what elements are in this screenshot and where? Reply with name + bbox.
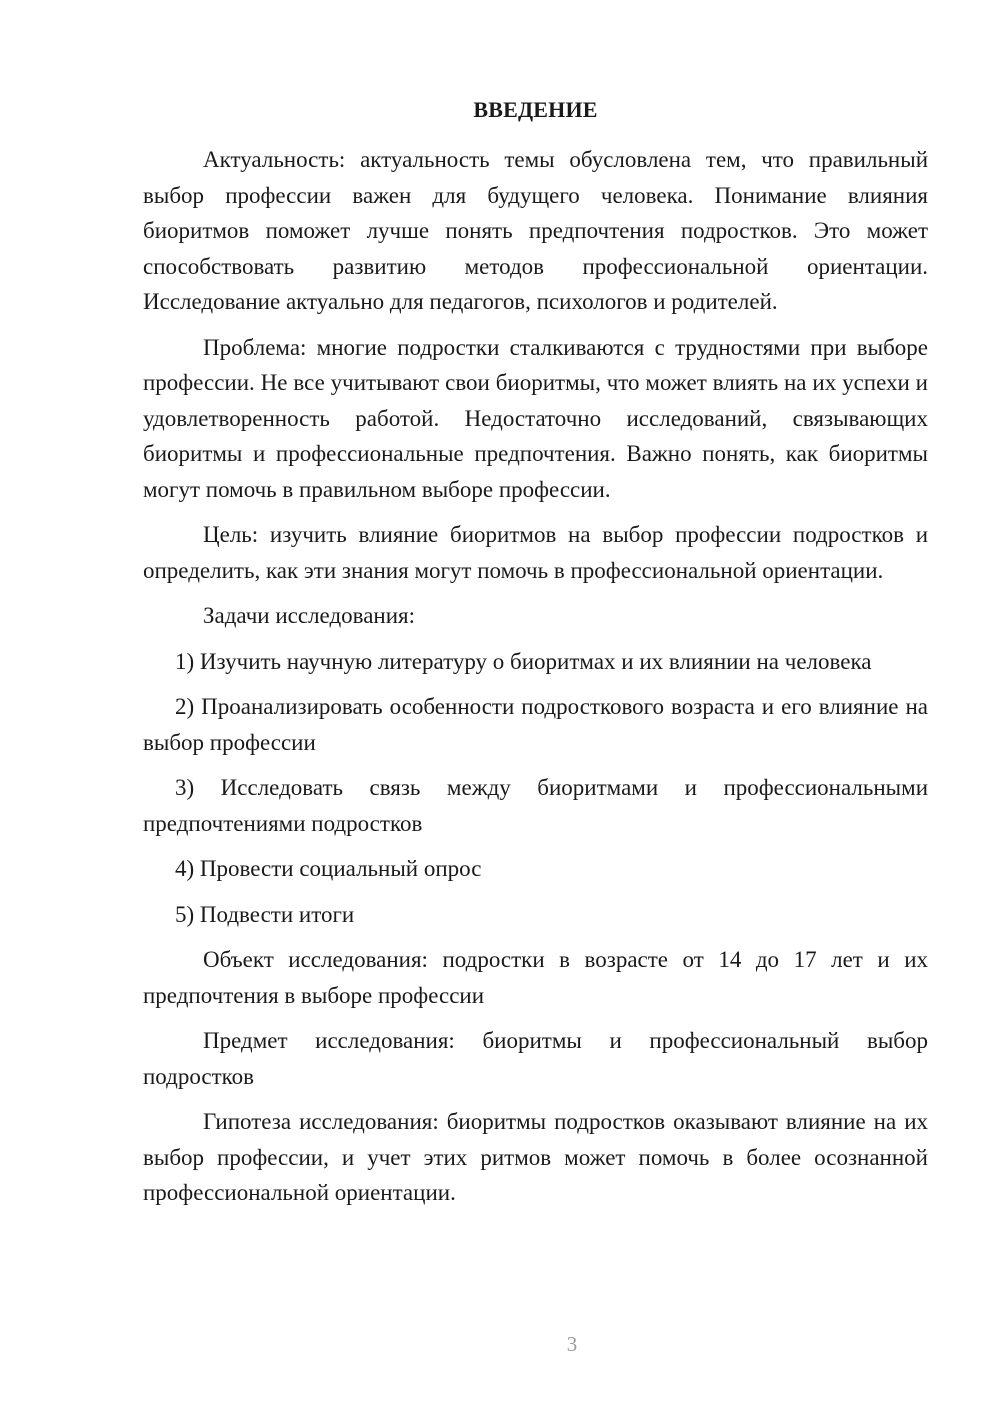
task-list-item: 5) Подвести итоги bbox=[175, 901, 355, 927]
task-list-item: 4) Провести социальный опрос bbox=[175, 856, 482, 881]
goal-paragraph: Цель: изучить влияние биоритмов на выбор профессии подростков и определить, как эти знания могут помочь в профессиональной ориентации. bbox=[143, 522, 928, 583]
document-body bbox=[143, 92, 928, 1221]
task-list-item: 2) Проанализировать особенности подросткового возраста и его влияние на выбор профессии bbox=[143, 694, 928, 755]
subject-paragraph: Предмет исследования: биоритмы и профессиональный выбор подростков bbox=[143, 1028, 928, 1089]
hypothesis-paragraph: Гипотеза исследования: биоритмы подростков оказывают влияние на их выбор профессии, и учет этих ритмов может помочь в более осознанной профессиональной ориентации. bbox=[143, 1109, 928, 1205]
section-heading: ВВЕДЕНИЕ bbox=[473, 97, 598, 122]
object-paragraph: Объект исследования: подростки в возрасте от 14 до 17 лет и их предпочтения в выборе профессии bbox=[143, 947, 928, 1008]
task-list-item: 1) Изучить научную литературу о биоритмах и их влиянии на человека bbox=[175, 648, 872, 674]
relevance-paragraph: Актуальность: актуальность темы обусловлена тем, что правильный выбор профессии важен для будущего человека. Понимание влияния биоритмов поможет лучше понять предпочтения подростков. Это может способствовать развитию методов профессиональной ориентации. Исследование актуально для педагогов, психологов и родителей. bbox=[143, 147, 928, 314]
task-list-item: 3) Исследовать связь между биоритмами и профессиональными предпочтениями подростков bbox=[143, 775, 928, 836]
problem-paragraph: Проблема: многие подростки сталкиваются с трудностями при выборе профессии. Не все учитывают свои биоритмы, что может влиять на их успехи и удовлетворенность работой. Недостаточно исследований, связывающих биоритмы и профессиональные предпочтения. Важно понять, как биоритмы могут помочь в правильном выборе профессии. bbox=[143, 334, 928, 502]
tasks-heading: Задачи исследования: bbox=[203, 603, 416, 628]
page-number: 3 bbox=[566, 1332, 578, 1356]
